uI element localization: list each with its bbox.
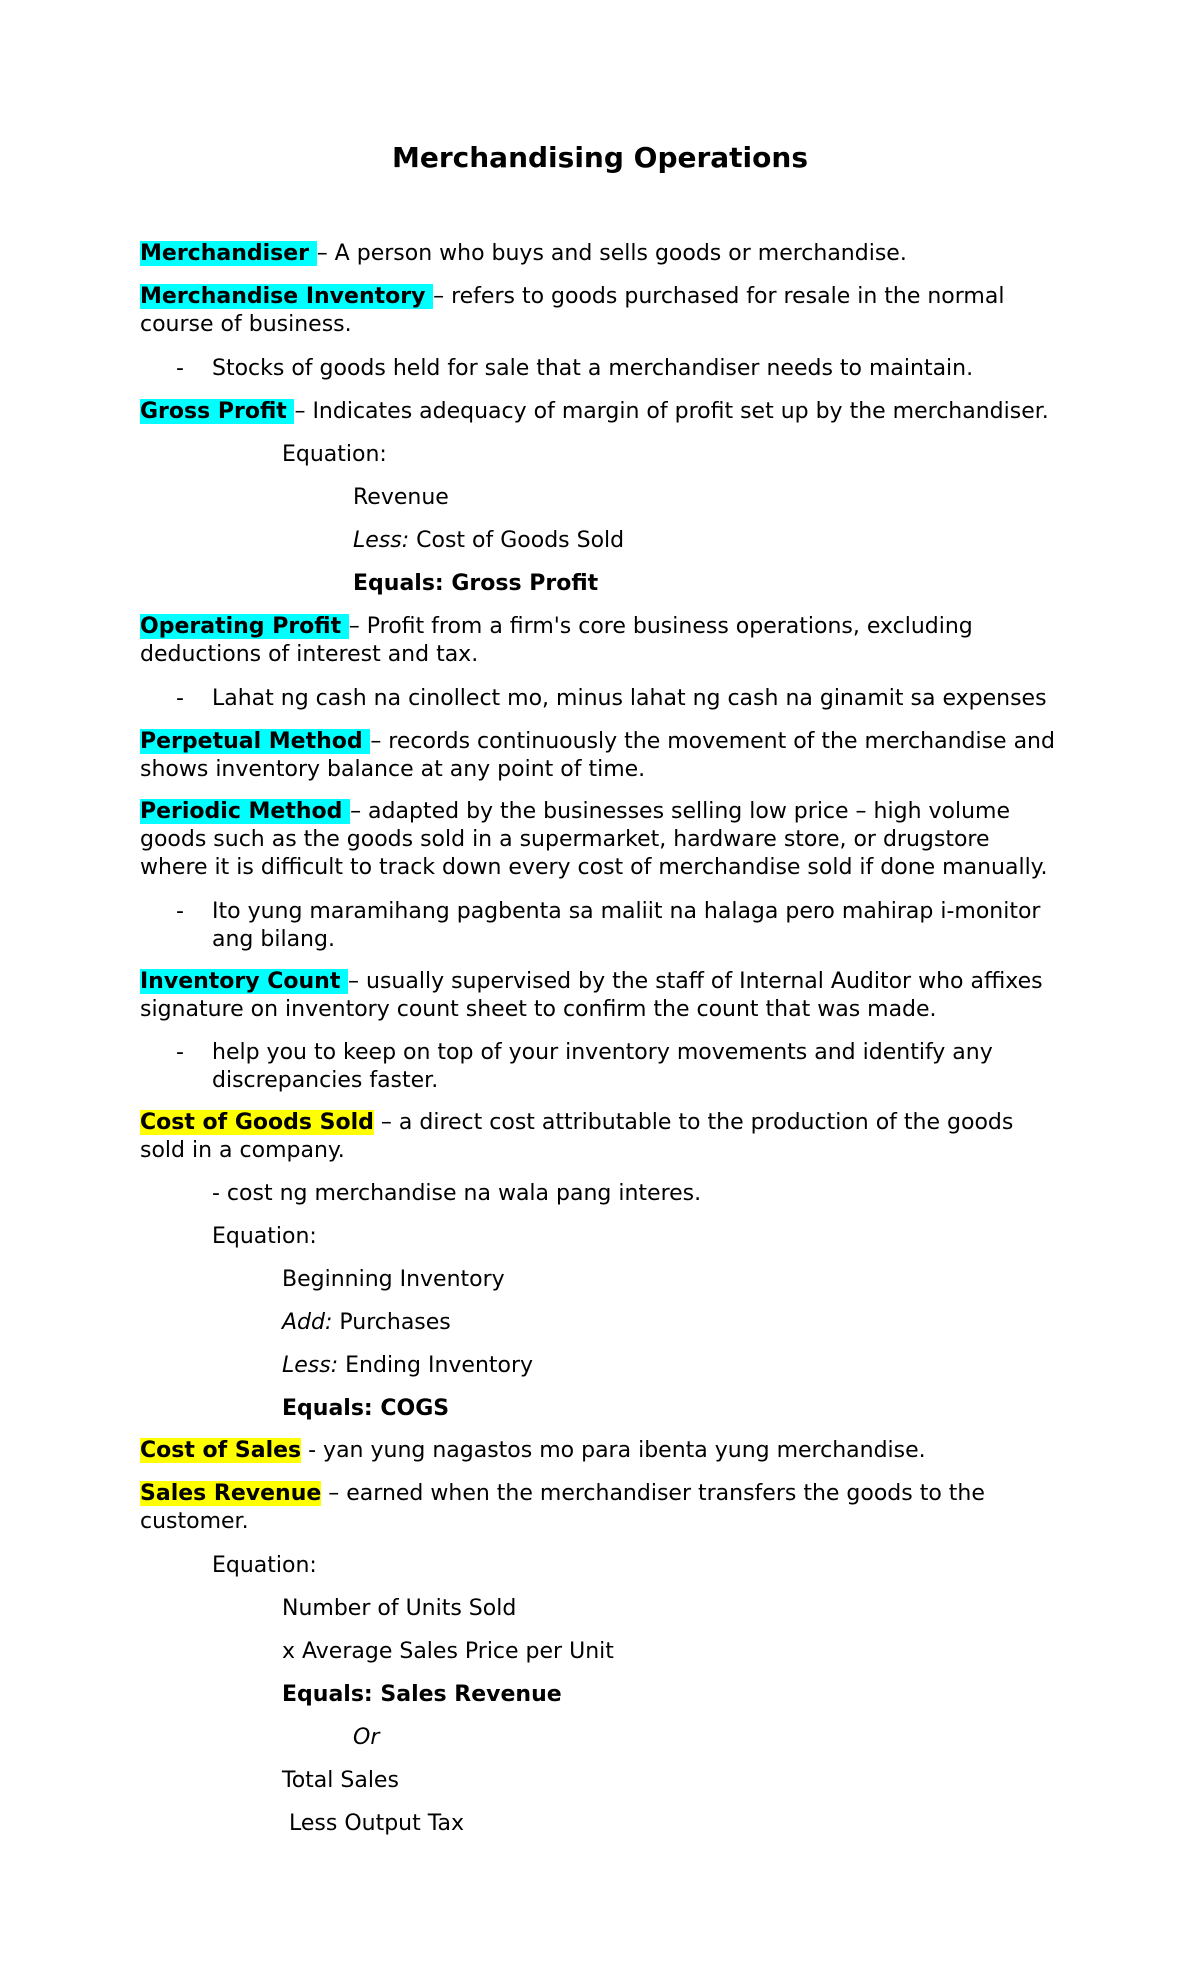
definition-inventory-count: – usually supervised by the staff of Internal Auditor who affixes signature on inventory count sheet to confirm the count that was made. <box>140 969 1043 1022</box>
sales-revenue-entry <box>140 1480 1060 1536</box>
cost-of-sales-entry <box>140 1437 1060 1465</box>
sales-revenue-line-total: Total Sales <box>282 1768 399 1793</box>
bullet-inventory: Stocks of goods held for sale that a merchandiser needs to maintain. <box>212 356 974 381</box>
less-value: Ending Inventory <box>338 1353 534 1378</box>
term-gross-profit: Gross Profit <box>140 399 295 424</box>
definition-gross-profit: – Indicates adequacy of margin of profit set up by the merchandiser. <box>294 399 1049 424</box>
gross-profit-result: Equals: Gross Profit <box>353 571 599 596</box>
definition-sales-revenue: – earned when the merchandiser transfers the goods to the customer. <box>140 1481 985 1534</box>
cogs-equation-label: Equation: <box>212 1224 317 1249</box>
cogs-line-beginning: Beginning Inventory <box>282 1267 505 1292</box>
bullet-marker: - <box>176 1040 184 1065</box>
definition-periodic-method: – adapted by the businesses selling low price – high volume goods such as the goods sold in a supermarket, hardware store, or drugstore where it is difficult to track down every cost of merchandise sold if done manually. <box>140 799 1048 880</box>
less-value: Cost of Goods Sold <box>409 528 625 553</box>
definition-perpetual-method: – records continuously the movement of the merchandise and shows inventory balance at any point of time. <box>140 729 1055 782</box>
periodic-method-entry <box>140 798 1060 882</box>
gross-profit-line-less <box>353 527 624 555</box>
term-merchandise-inventory: Merchandise Inventory <box>140 284 434 309</box>
page-title: Merchandising Operations <box>391 141 808 174</box>
definition-cost-of-goods-sold: – a direct cost attributable to the production of the goods sold in a company. <box>140 1110 1014 1163</box>
operating-profit-entry <box>140 613 1060 669</box>
bullet-marker: - <box>176 899 184 924</box>
perpetual-method-entry <box>140 728 1060 784</box>
less-prefix: Less: <box>353 528 410 553</box>
cogs-line-add <box>282 1309 451 1337</box>
term-perpetual-method: Perpetual Method <box>140 729 371 754</box>
definition-merchandiser: – A person who buys and sells goods or merchandise. <box>316 241 907 266</box>
bullet-marker: - <box>176 686 184 711</box>
bullet-operating-profit: Lahat ng cash na cinollect mo, minus lahat ng cash na ginamit sa expenses <box>212 686 1047 711</box>
add-prefix: Add: <box>282 1310 333 1335</box>
sales-revenue-or: Or <box>353 1725 380 1750</box>
less-prefix: Less: <box>282 1353 339 1378</box>
term-merchandiser: Merchandiser <box>140 241 317 266</box>
cogs-result: Equals: COGS <box>282 1396 450 1421</box>
term-operating-profit: Operating Profit <box>140 614 349 639</box>
add-value: Purchases <box>332 1310 451 1335</box>
sales-revenue-line-units: Number of Units Sold <box>282 1596 517 1621</box>
merchandiser-entry <box>140 240 1060 268</box>
bullet-inventory-count: help you to keep on top of your inventory movements and identify any discrepancies faster. <box>212 1040 993 1093</box>
term-sales-revenue: Sales Revenue <box>140 1481 322 1506</box>
cogs-line-less <box>282 1352 533 1380</box>
gross-profit-line-revenue: Revenue <box>353 485 449 510</box>
definition-merchandise-inventory: – refers to goods purchased for resale in the normal course of business. <box>140 284 1005 337</box>
term-cost-of-sales: Cost of Sales <box>140 1438 302 1463</box>
bullet-marker: - <box>176 356 184 381</box>
term-cost-of-goods-sold: Cost of Goods Sold <box>140 1110 374 1135</box>
sales-revenue-line-price: x Average Sales Price per Unit <box>282 1639 614 1664</box>
cogs-entry <box>140 1109 1060 1165</box>
term-inventory-count: Inventory Count <box>140 969 349 994</box>
inventory-entry <box>140 283 1060 339</box>
gross-profit-entry <box>140 398 1060 426</box>
sales-revenue-result: Equals: Sales Revenue <box>282 1682 562 1707</box>
definition-cost-of-sales: - yan yung nagastos mo para ibenta yung merchandise. <box>301 1438 926 1463</box>
sales-revenue-equation-label: Equation: <box>212 1553 317 1578</box>
inventory-count-entry <box>140 968 1060 1024</box>
sales-revenue-line-tax: Less Output Tax <box>282 1811 465 1836</box>
bullet-periodic-method: Ito yung maramihang pagbenta sa maliit na halaga pero mahirap i-monitor ang bilang. <box>212 899 1041 952</box>
term-periodic-method: Periodic Method <box>140 799 351 824</box>
gross-profit-equation-label: Equation: <box>282 442 387 467</box>
cogs-note: - cost ng merchandise na wala pang interes. <box>212 1181 702 1206</box>
definition-operating-profit: – Profit from a firm's core business operations, excluding deductions of interest and tax. <box>140 614 973 667</box>
